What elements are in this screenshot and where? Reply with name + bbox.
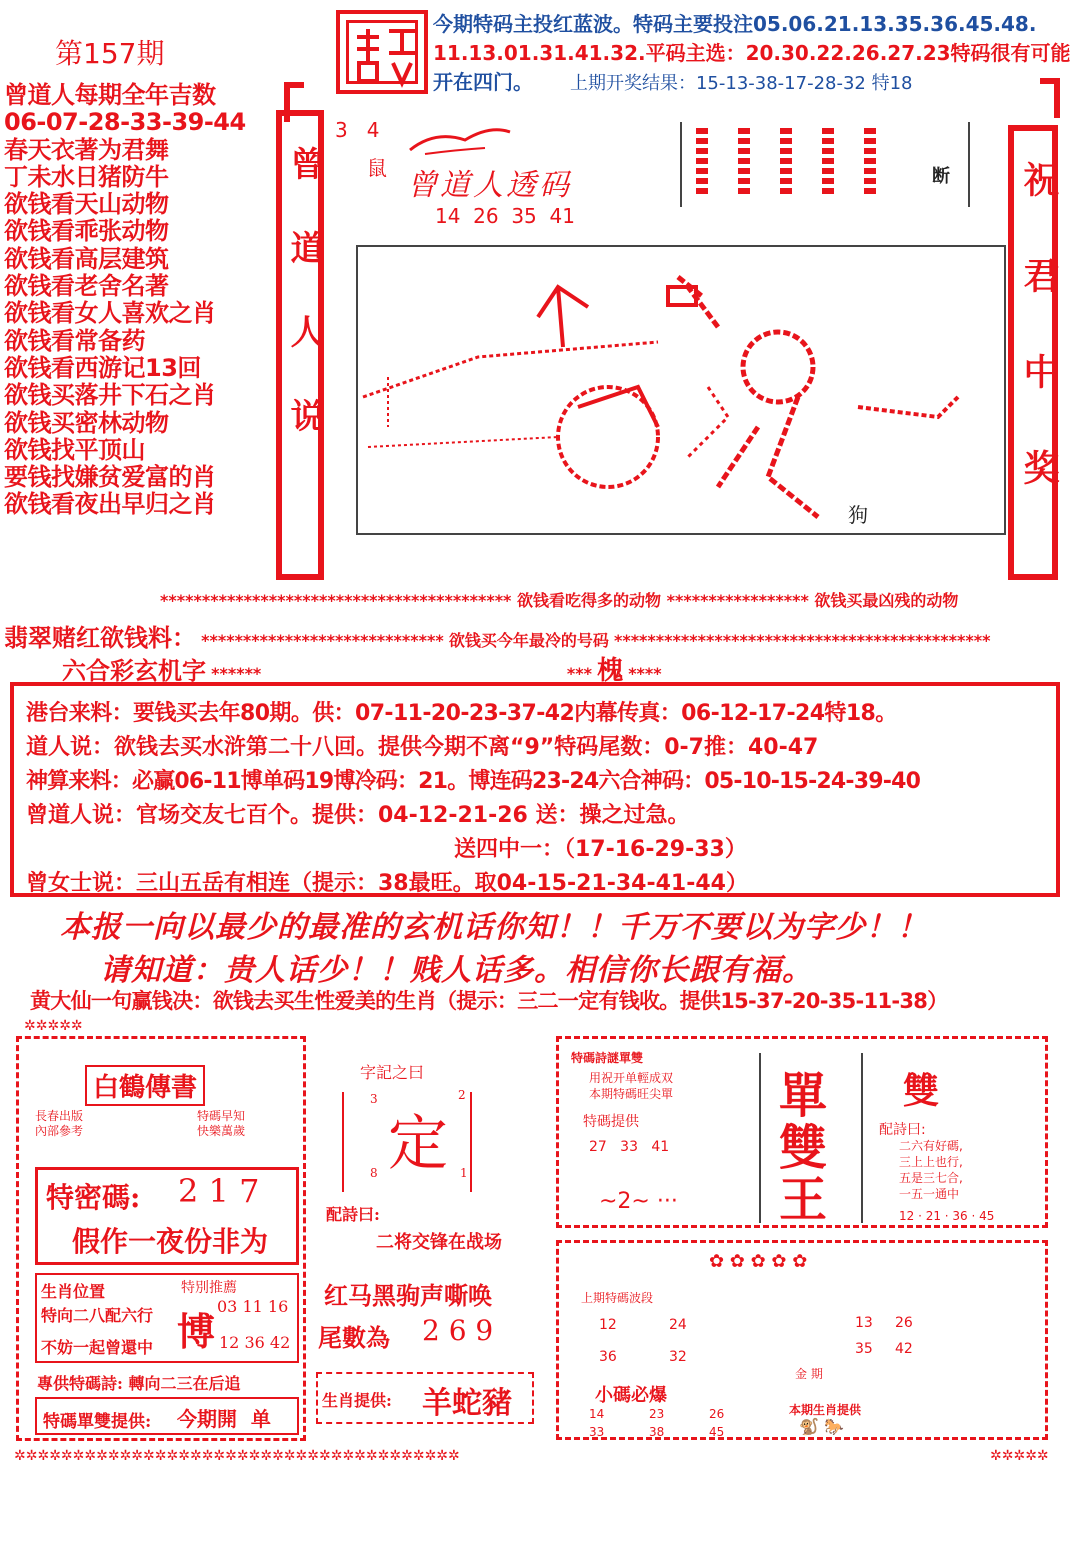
star-hint-a: 欲钱看吃得多的动物 bbox=[517, 591, 662, 610]
br-small-num: 14 bbox=[589, 1407, 605, 1421]
br-small-num: 23 bbox=[649, 1407, 665, 1421]
br-poem-line-3: 五是三七合, bbox=[899, 1171, 963, 1185]
single-double-box bbox=[35, 1397, 299, 1435]
slogan-2: 请知道：贵人话少！！贱人话多。相信你长跟有福。 bbox=[100, 953, 813, 988]
riddle-line: 欲钱看女人喜欢之肖 bbox=[4, 299, 216, 328]
br-lower-num: 24 bbox=[669, 1317, 687, 1333]
cartoon-illustration bbox=[356, 245, 1006, 535]
tema-box bbox=[35, 1167, 299, 1265]
br-lower-num: 32 bbox=[669, 1349, 687, 1365]
big-chars-box bbox=[759, 1053, 863, 1228]
br-lower-num: 13 bbox=[855, 1315, 873, 1331]
big-ding-char: 定 bbox=[388, 1109, 448, 1179]
squiggle-icon: ~2~ ··· bbox=[599, 1189, 678, 1214]
corner-bracket bbox=[1040, 78, 1060, 118]
divider-line bbox=[342, 1092, 344, 1192]
vertical-text-strip bbox=[780, 128, 792, 198]
riddle-line: 欲钱看老舍名著 bbox=[4, 272, 169, 301]
mystery-label: 六合彩玄机字 bbox=[62, 657, 206, 685]
vertical-text-strip bbox=[822, 128, 834, 198]
mid-poem-label: 配詩曰: bbox=[326, 1205, 380, 1224]
announcement-line-3: 开在四门。 bbox=[433, 70, 533, 94]
zodiac-pos-label: 生肖位置 bbox=[41, 1282, 106, 1301]
bottom-left-panel bbox=[16, 1036, 306, 1441]
small-left-note: 長春出版 內部參考 bbox=[35, 1109, 84, 1138]
zodiac-position-box bbox=[35, 1273, 299, 1363]
info-line-gangtai: 港台来料：要钱买去年80期。供：07-11-20-23-37-42内幕传真：06-12-17-24特18。 bbox=[26, 701, 897, 726]
info-line-zengdaoren: 曾道人说：官场交友七百个。提供：04-12-21-26 送：操之过急。 bbox=[26, 803, 690, 828]
top-numbers: 3 4 bbox=[335, 118, 380, 142]
cartoon-drawing bbox=[358, 247, 1004, 533]
tail-value: 2 6 9 bbox=[422, 1314, 494, 1347]
left-riddle-column bbox=[4, 82, 274, 519]
tema-label: 特密碼: bbox=[46, 1181, 141, 1214]
divider-line bbox=[470, 1092, 472, 1192]
single-double-label: 特碼單雙提供: bbox=[43, 1412, 152, 1432]
single-double-value: 今期開 单 bbox=[177, 1407, 271, 1431]
star-hint-b: 欲钱买最凶残的动物 bbox=[814, 591, 959, 610]
zodiac-box bbox=[316, 1372, 534, 1424]
info-line-zengnvshi: 曾女士说：三山五岳有相连（提示：38最旺。取04-15-21-34-41-44） bbox=[26, 871, 748, 896]
announcement-line-2: 11.13.01.31.41.32.平码主选：20.30.22.26.27.23特码很有可能 bbox=[433, 41, 1071, 65]
riddle-line: 欲钱看西游记13回 bbox=[4, 353, 201, 382]
br-lower-num: 36 bbox=[599, 1349, 617, 1365]
cartoon-caption: 狗 bbox=[848, 503, 868, 527]
info-line-shensuan: 神算来料：必赢06-11博单码19博冷码：21。博连码23-24六合神码：05-10-15-24-39-40 bbox=[26, 769, 921, 794]
mid-zodiac-value: 羊蛇豬 bbox=[422, 1386, 512, 1421]
br-line-2: 本期特碼旺尖單 bbox=[589, 1087, 674, 1101]
riddle-line: 要钱找嫌贫爱富的肖 bbox=[4, 463, 216, 492]
corner-num-bl: 8 bbox=[370, 1166, 378, 1180]
br-lower-num: 26 bbox=[895, 1315, 913, 1331]
riddle-line: 欲钱看乖张动物 bbox=[4, 217, 169, 246]
riddle-line: 欲钱看天山动物 bbox=[4, 190, 169, 219]
br-lower-num: 12 bbox=[599, 1317, 617, 1333]
white-crane-title: 白鶴傳書 bbox=[85, 1065, 205, 1106]
riddle-line: 欲钱买落井下石之肖 bbox=[4, 381, 216, 410]
br-small-num: 33 bbox=[589, 1425, 605, 1439]
horse-line: 红马黑驹声嘶唤 bbox=[324, 1282, 492, 1310]
left-vertical-banner bbox=[276, 110, 324, 580]
slogan-1: 本报一向以最少的最准的玄机话你知！！千万不要以为字少！！ bbox=[60, 910, 928, 945]
mid-poem: 二将交锋在战场 bbox=[376, 1232, 502, 1253]
br-must-nums: 12 · 21 · 36 · 45 bbox=[899, 1209, 995, 1223]
mystery-char: 槐 bbox=[597, 656, 624, 686]
big-char-2: 雙 bbox=[779, 1120, 828, 1176]
mid-zodiac-label: 生肖提供: bbox=[322, 1391, 392, 1410]
br-poem-line-2: 三上上也行, bbox=[899, 1155, 963, 1169]
huang-daxian-line: 黄大仙一句赢钱决：欲钱去买生性爱美的生肖（提示：三二一定有钱收。提供15-37-20-35-11-38） bbox=[30, 989, 948, 1013]
hand-icon bbox=[405, 120, 515, 160]
br-small-must: 小碼必爆 bbox=[595, 1385, 667, 1406]
border-stars-top: ✲✲✲✲✲ bbox=[24, 1018, 83, 1034]
br-small-num: 26 bbox=[709, 1407, 725, 1421]
word-header: 字記之曰 bbox=[360, 1063, 425, 1082]
bottom-right-lower-panel bbox=[556, 1240, 1048, 1440]
animal-icons: 🐒 🐎 bbox=[799, 1417, 844, 1436]
riddle-line: 06-07-28-33-39-44 bbox=[4, 108, 246, 137]
hint-frame bbox=[680, 122, 970, 207]
br-tema-label: 特碼提供 bbox=[583, 1114, 639, 1130]
tail-label: 尾數為 bbox=[318, 1323, 390, 1352]
hint-side-label: 断 bbox=[932, 166, 950, 187]
special-nums-row-1: 03 11 16 bbox=[217, 1297, 289, 1316]
zodiac-pos-line-1: 特向二八配六行 bbox=[41, 1306, 154, 1325]
picture-numbers: 14 26 35 41 bbox=[435, 204, 575, 228]
left-vertical-text: 曾道人说 bbox=[284, 146, 324, 482]
picture-title: 曾道人透码 bbox=[407, 168, 572, 203]
right-vertical-text: 祝君中奖 bbox=[1018, 161, 1059, 545]
bottom-mid-panel bbox=[312, 1036, 540, 1441]
info-line-send-four: 送四中一：（17-16-29-33） bbox=[454, 837, 747, 862]
info-line-daoren: 道人说：欲钱去买水浒第二十八回。提供今期不离“9”特码尾数：0-7推：40-47 bbox=[26, 735, 819, 760]
special-poem-line: 專供特碼詩: 轉向二三在后追 bbox=[37, 1374, 241, 1393]
star-line-2: 翡翠赌红欲钱料： ***************************** 欲钱买今年最冷的号码 ********************************************* bbox=[4, 624, 991, 652]
corner-num-tl: 3 bbox=[370, 1092, 378, 1106]
vertical-text-strip bbox=[864, 128, 876, 198]
br-zodiac-bottom: 本期生肖提供 bbox=[789, 1403, 862, 1417]
riddle-line: 欲钱看常备药 bbox=[4, 326, 145, 355]
riddle-line: 欲钱买密林动物 bbox=[4, 408, 169, 437]
border-stars-bottom-right: ✲✲✲✲✲ bbox=[990, 1448, 1049, 1464]
riddle-line: 欲钱找平顶山 bbox=[4, 435, 145, 464]
top-announcement bbox=[433, 10, 1073, 98]
small-right-note: 特碼早知 快樂萬歲 bbox=[197, 1109, 246, 1138]
border-stars-bottom: ✲✲✲✲✲✲✲✲✲✲✲✲✲✲✲✲✲✲✲✲✲✲✲✲✲✲✲✲✲✲✲✲✲✲✲✲✲✲ bbox=[14, 1448, 460, 1464]
picture-header bbox=[335, 112, 665, 242]
last-result: 上期开奖结果：15-13-38-17-28-32 特18 bbox=[569, 73, 913, 94]
br-lower-mid-label: 金 期 bbox=[795, 1367, 823, 1381]
tema-value: 2 1 7 bbox=[178, 1172, 260, 1210]
vertical-text-strip bbox=[696, 128, 708, 198]
emerald-label: 翡翠赌红欲钱料： bbox=[4, 624, 196, 652]
br-poem-label: 配詩曰: bbox=[879, 1122, 926, 1138]
special-nums-row-2: 12 36 42 bbox=[219, 1333, 291, 1352]
big-char-1: 單 bbox=[779, 1068, 828, 1124]
br-header: 特碼詩謎單雙 bbox=[571, 1051, 644, 1065]
riddle-line: 春天衣著为君舞 bbox=[4, 135, 169, 164]
br-poem-line-4: 一五一通中 bbox=[899, 1187, 960, 1201]
zodiac-pos-line-2: 不妨一起曾還中 bbox=[41, 1338, 154, 1357]
riddle-line: 丁未水日猪防牛 bbox=[4, 162, 169, 191]
br-side-char: 雙 bbox=[903, 1070, 940, 1112]
seal-logo bbox=[336, 10, 428, 94]
br-lower-num: 35 bbox=[855, 1341, 873, 1357]
br-lower-num: 42 bbox=[895, 1341, 913, 1357]
br-small-num: 38 bbox=[649, 1425, 665, 1439]
vertical-text-strip bbox=[738, 128, 750, 198]
riddle-line: 欲钱看夜出早归之肖 bbox=[4, 490, 216, 519]
lotus-icon: ✿ ✿ ✿ ✿ ✿ bbox=[709, 1251, 808, 1272]
corner-num-tr: 2 bbox=[458, 1088, 466, 1102]
info-box bbox=[10, 682, 1060, 897]
riddle-line: 曾道人每期全年吉数 bbox=[4, 81, 216, 109]
announcement-line-1: 今期特码主投红蓝波。特码主要投注05.06.21.13.35.36.45.48. bbox=[433, 12, 1037, 36]
special-recommend-label: 特別推薦 bbox=[181, 1280, 237, 1296]
star-line-3: 六合彩玄机字 ****** *** 槐 **** bbox=[62, 656, 662, 686]
right-vertical-banner bbox=[1008, 125, 1058, 580]
coldest-number-hint: 欲钱买今年最冷的号码 bbox=[448, 631, 609, 650]
riddle-line: 欲钱看高层建筑 bbox=[4, 244, 169, 273]
bo-char: 博 bbox=[177, 1309, 216, 1354]
big-char-3: 王 bbox=[779, 1172, 828, 1228]
issue-number: 第157期 bbox=[55, 37, 165, 70]
br-lower-title: 上期特碼波段 bbox=[581, 1291, 654, 1305]
top-animal: 鼠 bbox=[367, 156, 387, 180]
br-tema-nums: 27 33 41 bbox=[589, 1139, 670, 1155]
corner-num-br: 1 bbox=[460, 1166, 468, 1180]
tema-poem: 假作一夜份非为 bbox=[72, 1225, 269, 1258]
bottom-right-upper-panel bbox=[556, 1036, 1048, 1228]
br-line-1: 用祝开单輕成双 bbox=[589, 1071, 674, 1085]
star-line-1: ****************************************** 欲钱看吃得多的动物 ***************** 欲钱买最凶残的动物 bbox=[160, 591, 959, 610]
br-small-num: 45 bbox=[709, 1425, 725, 1439]
br-poem-line-1: 二六有好碼, bbox=[899, 1139, 963, 1153]
seal-glyph-icon bbox=[349, 23, 423, 89]
